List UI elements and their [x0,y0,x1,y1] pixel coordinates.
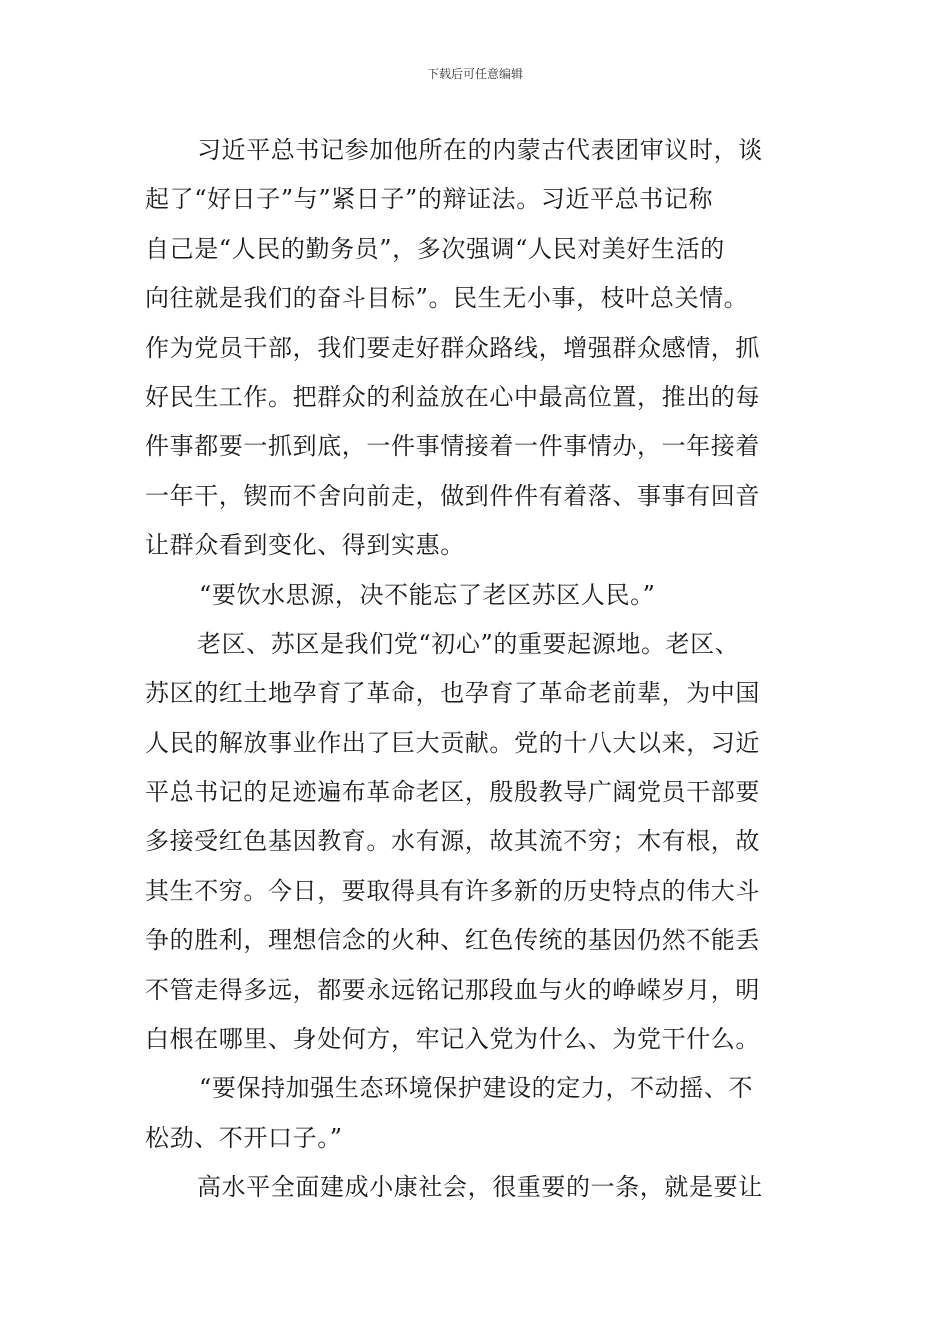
text-line: 人民的解放事业作出了巨大贡献。党的十八大以来，习近 [145,728,760,757]
quote-heading: “要饮水思源，决不能忘了老区苏区人民。” [199,580,656,609]
text-line: 苏区的红土地孕育了革命，也孕育了革命老前辈，为中国 [145,679,760,708]
text-line: 高水平全面建成小康社会，很重要的一条，就是要让 [197,1173,763,1202]
text-line: 让群众看到变化、得到实惠。 [145,531,465,560]
document-body [145,126,810,1213]
page-header-note: 下载后可任意编辑 [426,67,523,81]
text-line: 件事都要一抓到底，一件事情接着一件事情办，一年接着 [145,432,760,461]
text-line: 老区、苏区是我们党“初心”的重要起源地。老区、 [197,629,740,658]
text-line: 作为党员干部，我们要走好群众路线，增强群众感情，抓 [145,333,760,362]
text-line: 不管走得多远，都要永远铭记那段血与火的峥嵘岁月，明 [145,975,760,1004]
text-line: 多接受红色基因教育。水有源，故其流不穷；木有根，故 [145,827,760,856]
text-line: 争的胜利，理想信念的火种、红色传统的基因仍然不能丢 [145,926,760,955]
text-line: 习近平总书记参加他所在的内蒙古代表团审议时，谈 [197,136,763,164]
text-line: 松劲、不开口子。” [145,1123,343,1152]
text-line: 自己是“人民的勤务员”，多次强调“人民对美好生活的 [145,234,725,263]
text-line: 一年干，锲而不舍向前走，做到件件有着落、事事有回音 [145,481,760,510]
text-line: 向往就是我们的奋斗目标”。民生无小事，枝叶总关情。 [145,284,749,313]
text-line: 起了“好日子”与”紧日子”的辩证法。习近平总书记称 [145,185,714,214]
text-line: 平总书记的足迹遍布革命老区，殷殷教导广阔党员干部要 [145,778,760,807]
text-line: 好民生工作。把群众的利益放在心中最高位置，推出的每 [145,382,760,411]
text-line: 其生不穷。今日，要取得具有许多新的历史特点的伟大斗 [145,876,760,905]
quote-heading: “要保持加强生态环境保护建设的定力，不动摇、不 [199,1074,754,1103]
text-line: 白根在哪里、身处何方，牢记入党为什么、为党干什么。 [145,1025,760,1054]
